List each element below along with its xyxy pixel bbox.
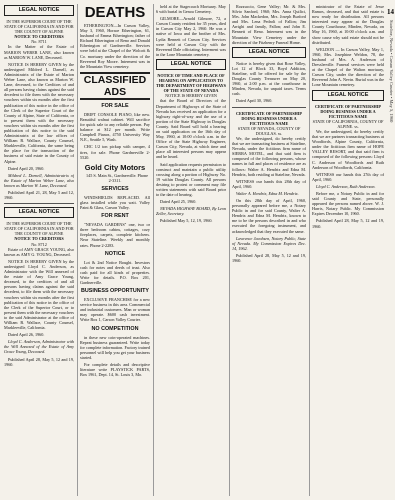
no-competition-heading: NO COMPETITION	[91, 325, 139, 332]
notice-heading: NOTICE TO CREDITORS	[14, 236, 64, 242]
obituary-text: Rozzuccio, Gene Valley; Mr. & Mrs. Silvio Sanford, 1960; Mrs. Anna Quilici, Mrs. John Mackedon, Mrs. Joseph Burford and Mrs. Lena Pedroli of Fallon; Jim Arrighi and family, Fallon; and John E. Bennett of Reno. Interment was in the Mountain View Cemetery under the direction of the Fitzhenry Funeral Home.	[232, 4, 306, 45]
notice-signature: Mildred L. Darnell, Administratrix of the Estate of Marion Weber Lane, also known as Marion W. Lane, Deceased.	[4, 172, 74, 188]
services-heading: SERVICES	[101, 185, 129, 192]
obituary-text: ETHERINGTON—In Carson Valley, May 3, 1960, Horace Etherington, 61, husband of Emma Etherington; father of Richard Etherington of Reno and Donald Etherington of Gardnerville. Services were held at the Chapel of the Wolcott & Co. mortuary under the direction of the Reverend Roy Moore. Interment was in the Mountain View cemetery.	[80, 23, 150, 69]
page-number: 14	[387, 8, 394, 16]
deaths-heading: DEATHS	[84, 4, 146, 21]
divider	[232, 107, 306, 108]
notice-date: Dated April 30, 1960.	[236, 98, 273, 104]
column-divider	[153, 4, 154, 496]
notice-heading: NOTICE	[104, 250, 126, 257]
ad-text: EXCLUSIVE FRANCHISE for a new service business in this area. Commercial and industrial customers. Man or woman may operate. $600 cash investment. Write Box 1, Carson Valley Courier.	[80, 297, 150, 323]
notice-subheading: NOTICE IS HEREBY GIVEN	[165, 93, 217, 99]
column-divider	[77, 4, 78, 496]
ad-text: For complete details and descriptive literature write PLAYSTICK PARTS, Box 1961, Dept. 14, St. Louis 3, Mo.	[80, 362, 150, 378]
ad-text: in these new coin-operated machines. Repeat business guaranteed. Write today for complete information. Factory trained personnel will help you get your business started.	[80, 334, 150, 360]
obituary-text: held at the Stagecoach Mortuary. May 6 with burial in Genoa Cemetery.	[156, 4, 226, 15]
ad-text: DRIFT CONSOLE PIANO, like new. Beautiful walnut cabinet. Will sacrifice for quick sale to any reliable person. Pay balance at $12 per month. Write Campbell Pianos, 4750 University Way N.E., Seattle 5, Wash.	[80, 111, 150, 143]
column-4	[232, 4, 306, 496]
for-rent-heading: FOR RENT	[101, 213, 129, 220]
notice-date: Dated April 25, 1960.	[160, 199, 197, 205]
notice-heading: NOTICE OF TIME AND PLACE OF HEARING ON APPLICATION TO THE DEPARTMENT OF HIGHWAYS OF THE STATE OF NEVADA	[156, 72, 226, 94]
case-number: No. 8711	[31, 39, 47, 45]
notice-body: WITNESS our hands this 28th day of April, 1960.	[232, 178, 306, 189]
publication-dates: Published April 28, May 5, 12 and 19, 1960.	[232, 252, 306, 264]
column-2	[80, 4, 150, 496]
classified-ads-heading: CLASSIFIED ADS	[80, 72, 150, 100]
case-number: No. 8712	[31, 241, 47, 247]
publication-dates: Published May 5, 12, 19, 1960.	[160, 218, 213, 224]
court-heading: IN THE SUPERIOR COURT OF THE STATE OF CALIFORNIA IN AND FOR THE COUNTY OF ALPINE	[4, 19, 74, 35]
obituary-text: WELDON — In Carson Valley, May 1, 1960, Mrs. Josephine Weldon, 78, the husband of Mrs. A. Anderson of Dresslerville. Funeral services were held at the Chapel of the Walton mortuary, Carson City, under the direction of the Reverend John A. Nevin. Burial was in the Lone Mountain cemetery.	[312, 46, 384, 88]
legal-notice-label: LEGAL NOTICE	[4, 207, 74, 218]
notary-text: Before me, a Notary Public in and for said County and State, personally appeared the persons named above. W. J. Harris, Notary Public. My Commission Expires December 10, 1960.	[312, 191, 384, 217]
notice-body: NOTICE IS HEREBY GIVEN by the undersigned Lloyd C. Anderson, as Administrator with the Will annexed of the estate of Amy Grace Young, deceased, to the creditors of and all persons having claims against the said decedent, to file them with the necessary vouchers within six months after the first publication of this notice in the office of the Clerk of the Superior Court, or to present them with the necessary vouchers to the said Administrator at the office of William B. Wallace, County Counsel, Markleeville, California.	[4, 258, 74, 331]
legal-notice-label: LEGAL NOTICE	[4, 5, 74, 16]
notice-body: that the Board of Directors of the Department of Highways of the State of Nevada has received an application for a highway right-of-way and the use of a portion of the State Highway in Douglas County. Said Board will hold a hearing on said application on the 16th day of May, 1960, at 10:00 o'clock a.m. in the Office of the State Highway Engineer, Carson City, Nevada, at which time and place all interested persons may appear and be heard.	[156, 98, 226, 160]
notary-signature: Lawrence Jacobsen, Notary Public, State of Nevada. My Commission Expires Dec. 14, 1962.	[232, 235, 306, 251]
business-opportunity-heading: BUSINESS OPPORTUNITY	[81, 288, 149, 295]
column-1	[4, 4, 74, 496]
column-divider	[309, 4, 310, 496]
legal-notice-label: LEGAL NOTICE	[312, 90, 384, 101]
notice-body: Said application requests permission to construct and maintain a public utility crossing along a portion of Highway No. 19 within Douglas County. All persons desiring to protest or comment may file written statements with said Board prior to the date of hearing.	[156, 161, 226, 198]
column-5	[312, 4, 384, 496]
notice-date: Dated April 20, 1960.	[8, 165, 45, 171]
side-strip: Stateline, Nevada • Carson Valley Courier • May 5, 1960	[389, 20, 394, 123]
ad-text: "NEVADA GARDENS" one, two or three bedroom cabins, cottages, cozy fireplaces, carpets, complete kitchens. Near Stateline. Weekly and monthly rates. Phone 2-2283.	[80, 222, 150, 248]
ad-text: Lot & 2nd Notice Bought. Investors cash for notes and deeds of trust. Also cash paid for all kinds of properties. Write for details. P.O. Box 201, Gardnerville.	[80, 259, 150, 285]
page-edge	[395, 0, 403, 500]
court-heading: IN THE SUPERIOR COURT OF THE STATE OF CALIFORNIA IN AND FOR THE COUNTY OF ALPINE	[4, 221, 74, 237]
notice-body: On this 28th day of April, 1960, personally appeared before me, a Notary Public in and for said County, Walter A. Hendrix and Edna M. Hendrix, known to me to be the persons described in and who executed the foregoing instrument, and acknowledged that they executed the same.	[232, 198, 306, 234]
notice-date: Dated April 26, 1960.	[8, 332, 45, 338]
state-county: STATE OF CALIFORNIA, COUNTY OF ALPINE. ss.	[312, 118, 384, 129]
notice-body: NOTICE IS HEREBY GIVEN by the undersigned Mildred L. Darnell, as Administratrix of the Estate of Marion Weber Lane, also known as Marion W. Lane, deceased, to the Creditors of and all persons having claims against the said decedent to file them with the necessary vouchers within six months after the first publication of this notice in the office of the Clerk of the Superior Court of the County of Alpine, State of California, or to present them with the necessary vouchers within six months after the first publication of this notice to the said Administratrix at the law offices of William B. Wallace, County Counsel, Markleeville, California, the same being the place for the transaction of the business of said estate in the County of Alpine.	[4, 61, 74, 164]
publication-dates: Published April 28, May 5, 12 and 19, 1960.	[4, 356, 74, 367]
notice-heading: NOTICE TO CREDITORS	[14, 34, 64, 40]
notice-signature: Walter A. Hendrix, Edna M. Hendrix.	[236, 190, 299, 196]
notice-signature: Lloyd C. Anderson, Ruth Anderson.	[316, 183, 376, 189]
for-sale-heading: FOR SALE	[101, 102, 129, 109]
divider	[4, 203, 74, 204]
notice-body: We, the undersigned, do hereby certify that we are transacting business at Stateline, Nevada, under the fictitious firm name of SIERRA MOTEL, and that said firm is composed of the following persons, whose names in full and places of residence are as follows: Walter A. Hendrix and Edna M. Hendrix, both residing at Stateline, Nevada.	[232, 135, 306, 177]
gold-city-motors-heading: Gold City Motors	[84, 162, 146, 172]
legal-notice-label: LEGAL NOTICE	[156, 59, 226, 70]
legal-notice-label: LEGAL NOTICE	[232, 47, 306, 58]
column-3	[156, 4, 226, 496]
notice-heading: CERTIFICATE OF PARTNERSHIP DOING BUSINESS UNDER A FICTITIOUS NAME	[315, 103, 381, 119]
notice-heading: CERTIFICATE OF PARTNERSHIP DOING BUSINESS UNDER A FICTITIOUS NAME	[236, 110, 302, 126]
obituary-text: GILMORE—Arnold Gilmore, 72, a Carson County resident for 35 years, died in Carson City May 2, 1960. He was a native of Iowa and the brother of Mrs. Lydia Bennett of Carson City. Services were held at Carson City with the Reverend Dale officiating. Interment was in the Lone Mountain cemetery.	[156, 16, 226, 57]
ad-text: 145 S. Main St., Gardnerville. Phone 2-3311.	[86, 172, 148, 183]
column-divider	[229, 4, 230, 496]
notice-signature: Lloyd C. Anderson, Administrator with the Will Annexed of the Estate of Amy Grace Young, Deceased.	[4, 339, 74, 355]
publication-dates: Published April 28, May 5, 12 and 19, 1960.	[312, 218, 384, 229]
notice-body: WITNESS our hands this 27th day of April, 1960.	[312, 171, 384, 182]
publication-dates: Published April 21, 28, May 5 and 12, 1960.	[4, 190, 74, 201]
notice-body: We, the undersigned, do hereby certify that we are partners transacting business at Woodfords, Alpine County, California, under the fictitious firm name of HOPE VALLEY RESORT, and that said firm is composed of the following persons: Lloyd C. Anderson of Woodfords and Ruth Anderson of Woodfords, California.	[312, 128, 384, 170]
estate-name: In the Matter of the Estate of MARION WEBER LANE, also known as MARION W. LANE, Deceased.	[4, 44, 74, 60]
notice-body: Notice is hereby given that Rose Valley, Lot 12 of Block 33, Boyd Addition, Stateline, will be offered for sale by the Douglas County Treasurer on May 20, 1960, at 2:00 p.m. at the courthouse in Minden, Nevada, for unpaid taxes. Terms cash.	[232, 60, 306, 97]
ad-text: CHC 1/2 ton pickup with camper, 4 tires, for sale. Phone Gardnerville 2-5520.	[80, 144, 150, 160]
notice-body: ministrator of the Estate of Jesse Ramos, deceased, and that said estate is now ready for distribution. All persons interested may appear at the Douglas County Courthouse, Minden, Nevada, on May 16, 1960, at 10:00 o'clock a.m. and show cause why said estate should not be distributed.	[312, 4, 384, 45]
notice-signature: NEVADA HIGHWAY BOARD, By Leon Zeller, Secretary.	[156, 206, 226, 217]
state-county: STATE OF NEVADA, COUNTY OF DOUGLAS. ss.	[237, 125, 301, 136]
estate-name: Estate of AMY GRACE YOUNG, also known as AMY G. YOUNG, Deceased.	[4, 246, 74, 257]
ad-text: WINDSHIELDS REPLACED. All glass installed while you wait. Valley Paint & Glass, Carson Valley.	[80, 194, 150, 211]
